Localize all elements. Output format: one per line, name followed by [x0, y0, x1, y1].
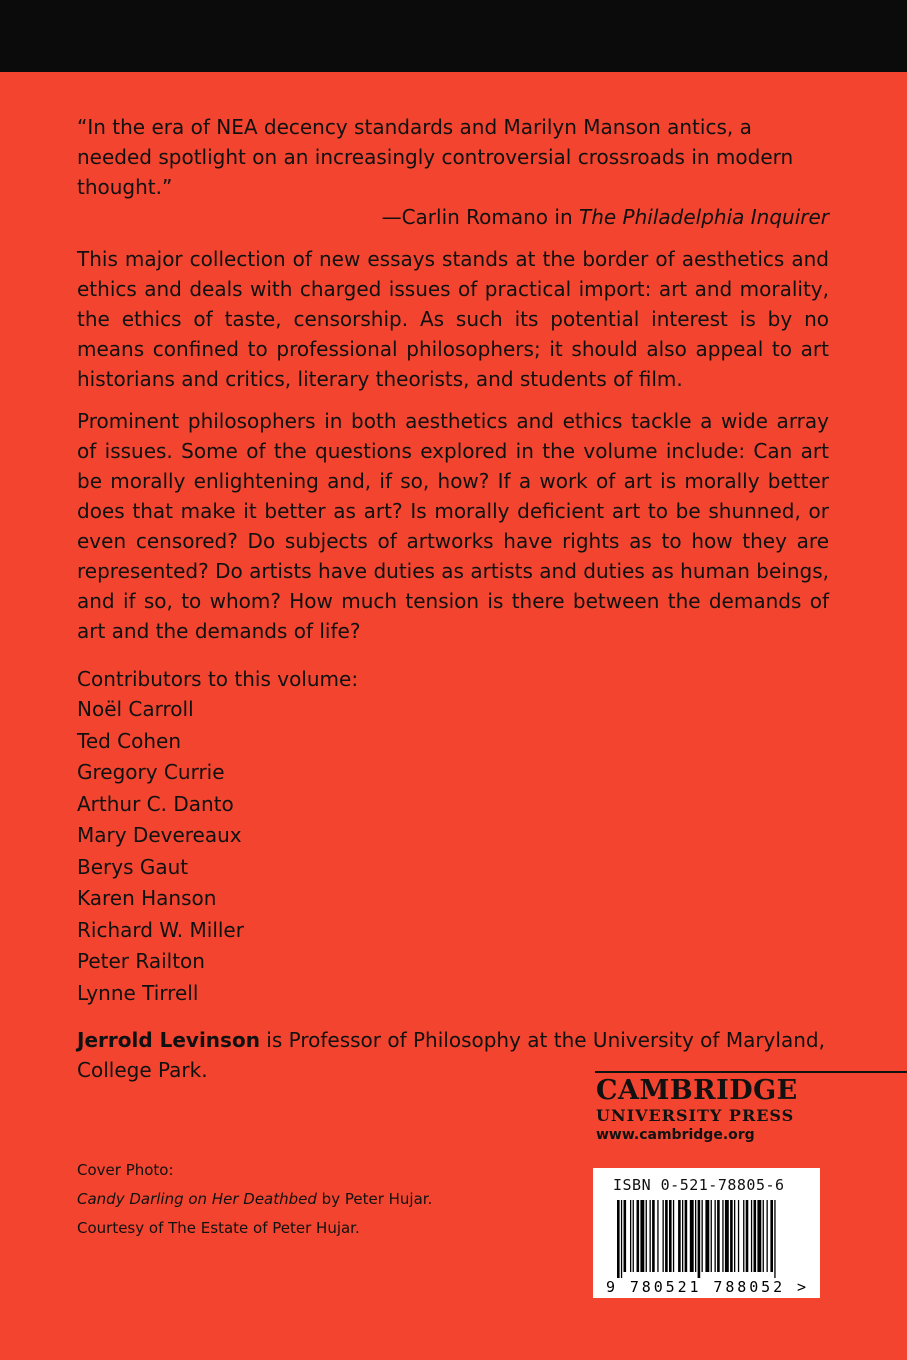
- barcode-bar: [652, 1200, 655, 1272]
- barcode-bar: [715, 1200, 716, 1272]
- credits-label: Cover Photo:: [77, 1161, 174, 1179]
- contributor-name: Noël Carroll: [77, 697, 194, 721]
- contributor-name: Berys Gaut: [77, 854, 189, 879]
- top-black-band: [0, 0, 907, 72]
- barcode-bar: [757, 1200, 761, 1272]
- publisher-rule: [595, 1071, 907, 1073]
- contributor-name: Ted Cohen: [77, 728, 182, 753]
- publisher-logo: [596, 1076, 836, 1144]
- barcode-bar: [669, 1200, 672, 1272]
- editor-bio-text: is Professor of Philosophy at the University of Maryland, College Park.: [77, 1028, 825, 1082]
- barcode-bar: [767, 1200, 768, 1272]
- attribution-prefix: —Carlin Romano in: [381, 205, 579, 229]
- barcode-bar: [685, 1200, 688, 1272]
- publisher-subname: UNIVERSITY PRESS: [596, 1106, 795, 1125]
- description-paragraph-2: Prominent philosophers in both aesthetics and ethics tackle a wide array of issues. Some of the questions explored in the volume include: Can art be morally enlightening and, if so, how? If a work of art is morally better does that make it better as art? Is morally deficient art to be shunned, or even censored? Do subjects of artworks have rights as to how they are represented? Do artists have duties as artists and duties as human beings, and if so, to whom? How much tension is there between the demands of art and the demands of life?: [77, 409, 829, 643]
- barcode-bar: [734, 1200, 735, 1272]
- contributor-name: Mary Devereaux: [77, 823, 242, 847]
- barcode-bar: [705, 1200, 709, 1272]
- contributor-name: Lynne Tirrell: [77, 980, 199, 1005]
- barcode-bar: [730, 1200, 733, 1272]
- barcode-bar: [630, 1200, 631, 1272]
- barcode-bar: [774, 1200, 775, 1278]
- barcode-bar: [673, 1200, 674, 1272]
- barcode-bar: [711, 1200, 712, 1272]
- barcode-bar: [702, 1200, 703, 1272]
- barcode-bar: [725, 1200, 729, 1272]
- barcode-bar: [751, 1200, 752, 1272]
- publisher-url: www.cambridge.org: [596, 1127, 755, 1143]
- description-paragraph-1: This major collection of new essays stands at the border of aesthetics and ethics and deals with charged issues of practical import: art and morality, the ethics of taste, censorship. As such its potential interest is by no means confined to professional philosophers; it should also appeal to art historians and critics, literary theorists, and students of film.: [77, 247, 829, 391]
- photo-author: by Peter Hujar.: [316, 1190, 433, 1208]
- credits-photo-line: [77, 1185, 527, 1214]
- barcode-bar: [663, 1200, 664, 1272]
- contributors-list: [77, 694, 829, 1009]
- cover-photo-credits: [77, 1156, 527, 1243]
- barcode-bar: [678, 1200, 681, 1272]
- barcode-bar: [770, 1200, 773, 1272]
- photo-title: Candy Darling on Her Deathbed: [77, 1190, 317, 1208]
- barcode-bar: [665, 1200, 668, 1272]
- barcode-bar: [682, 1200, 683, 1272]
- barcode-bar: [722, 1200, 723, 1272]
- isbn-text: ISBN 0-521-78805-6: [613, 1176, 785, 1194]
- barcode-bar: [738, 1200, 739, 1272]
- contributor-name: Arthur C. Danto: [77, 791, 234, 816]
- editor-name: Jerrold Levinson: [77, 1028, 260, 1052]
- barcode-bar: [690, 1200, 694, 1272]
- barcode-bar: [698, 1200, 701, 1278]
- contributors-heading: Contributors to this volume:: [77, 667, 359, 691]
- barcode-bar: [640, 1200, 644, 1272]
- contributor-name: Karen Hanson: [77, 886, 217, 910]
- contributor-name: Gregory Currie: [77, 760, 225, 784]
- barcode-bar: [743, 1200, 744, 1272]
- contributor-name: Richard W. Miller: [77, 917, 244, 942]
- blurb-attribution: [77, 202, 829, 232]
- barcode-bar: [695, 1200, 696, 1272]
- barcode-bar: [717, 1200, 720, 1272]
- publisher-name: CAMBRIDGE: [596, 1075, 798, 1106]
- barcode-bar: [657, 1200, 658, 1272]
- barcode-bar: [633, 1200, 634, 1272]
- barcode-bar: [646, 1200, 647, 1272]
- barcode-bar: [650, 1200, 651, 1272]
- isbn-barcode-box: [593, 1168, 820, 1298]
- barcode-bar: [621, 1200, 622, 1278]
- credits-courtesy: Courtesy of The Estate of Peter Hujar.: [77, 1219, 360, 1237]
- back-cover-text: [77, 112, 829, 1085]
- attribution-source: The Philadelphia Inquirer: [578, 205, 829, 229]
- barcode-bar: [754, 1200, 757, 1272]
- contributor-name: Peter Railton: [77, 949, 205, 973]
- blurb-quote: “In the era of NEA decency standards and Marilyn Manson antics, a needed spotlight on an increasingly controversial crossroads in modern thought.”: [77, 115, 794, 199]
- barcode-bar: [763, 1200, 764, 1272]
- barcode-bar: [624, 1200, 627, 1272]
- barcode-bar: [617, 1200, 620, 1278]
- barcode-digits: 9 780521 788052 >: [606, 1278, 806, 1296]
- barcode-graphic: [603, 1198, 809, 1296]
- barcode-bar: [637, 1200, 640, 1272]
- barcode-bar: [746, 1200, 749, 1272]
